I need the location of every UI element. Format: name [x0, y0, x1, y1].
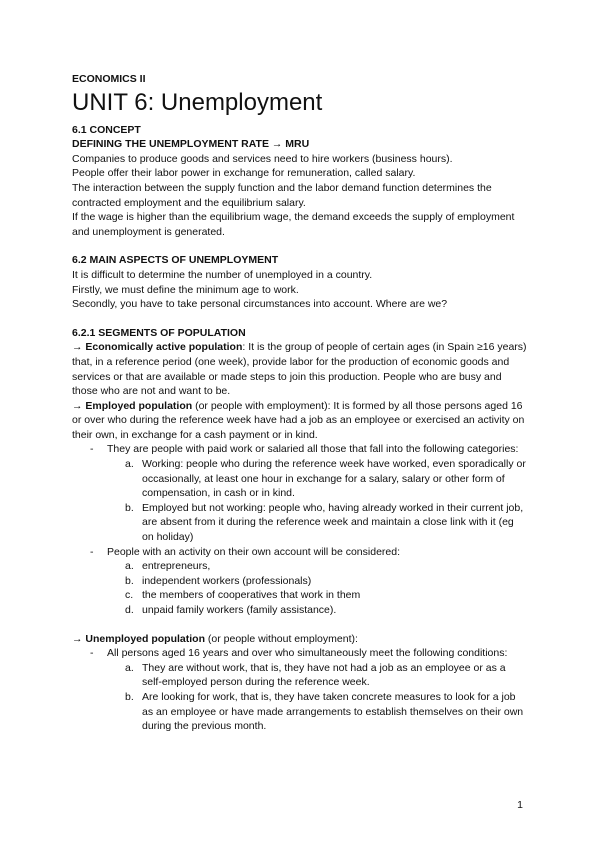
list-marker: d.	[125, 604, 134, 616]
unemployed-population-text: (or people without employment):	[205, 632, 358, 645]
list-marker: b.	[125, 690, 134, 703]
unemployed-population-paragraph	[72, 632, 528, 647]
spacer	[72, 312, 528, 326]
sub-list-item	[107, 457, 528, 501]
page-number: 1	[517, 799, 523, 811]
sub-list-item-text: unpaid family workers (family assistance).	[142, 604, 337, 616]
employed-population-paragraph	[72, 399, 528, 443]
paragraph: If the wage is higher than the equilibrium wage, the demand exceeds the supply of employment and unemployment is generated.	[72, 211, 515, 238]
section-6-1-subheading: DEFINING THE UNEMPLOYMENT RATE → MRU	[72, 138, 310, 151]
sub-list-item	[107, 501, 528, 545]
list-item-text: All persons aged 16 years and over who simultaneously meet the following conditions:	[107, 647, 508, 660]
list-marker: a.	[125, 661, 134, 674]
sub-list-item	[107, 588, 528, 603]
spacer	[72, 239, 528, 253]
course-label: ECONOMICS II	[72, 73, 146, 85]
list-item	[72, 646, 528, 734]
sub-list-item	[107, 559, 528, 574]
sub-list	[107, 661, 528, 734]
sub-list-item-text: Employed but not working: people who, having already worked in their current job, are absent from it during the reference week and maintain a close link with it (eg on holiday)	[142, 501, 524, 544]
document-page	[72, 72, 528, 734]
list-marker: c.	[125, 589, 134, 602]
active-population-text: : It is the group of people of certain ages (in Spain ≥16 years) that, in a reference period (one week), provide labor for the production of economic goods and services or that are available or made steps to join this production. People who are busy and those who are not and want to be.	[72, 341, 527, 398]
paragraph: Secondly, you have to take personal circumstances into account. Where are we?	[72, 298, 448, 311]
list-marker: b.	[125, 501, 134, 514]
unemployed-list	[72, 646, 528, 734]
active-population-term: → Economically active population	[72, 341, 243, 354]
paragraph: Firstly, we must define the minimum age to work.	[72, 283, 299, 296]
sub-list-item-text: They are without work, that is, they have not had a job as an employee or as a self-employed person during the reference week.	[142, 661, 506, 689]
paragraph: People offer their labor power in exchange for remuneration, called salary.	[72, 167, 416, 180]
section-6-1-heading: 6.1 CONCEPT	[72, 123, 141, 136]
sub-list-item	[107, 690, 528, 734]
list-marker: b.	[125, 574, 134, 587]
unemployed-population-term: → Unemployed population	[72, 632, 205, 645]
employed-list	[72, 442, 528, 617]
sub-list-item-text: entrepreneurs,	[142, 560, 211, 573]
paragraph: It is difficult to determine the number of unemployed in a country.	[72, 268, 373, 281]
list-marker: a.	[125, 458, 134, 471]
sub-list-item-text: Are looking for work, that is, they have taken concrete measures to look for a job as an employee or have made arrangements to establish themselves on their own during the previous month.	[142, 690, 524, 733]
list-marker: a.	[125, 560, 134, 573]
sub-list	[107, 559, 528, 617]
sub-list-item	[107, 574, 528, 589]
sub-list-item-text: the members of cooperatives that work in them	[142, 589, 361, 602]
sub-list-item-text: independent workers (professionals)	[142, 574, 312, 587]
sub-list-item	[107, 603, 528, 618]
page-title: UNIT 6: Unemployment	[72, 88, 323, 116]
active-population-paragraph	[72, 340, 528, 398]
section-6-2-heading: 6.2 MAIN ASPECTS OF UNEMPLOYMENT	[72, 254, 279, 267]
spacer	[72, 618, 528, 632]
sub-list-item-text: Working: people who during the reference week have worked, even sporadically or occasionally, at least one hour in exchange for a salary, salary or other form of compensation, in cash or in kind.	[142, 458, 526, 500]
paragraph: Companies to produce goods and services need to hire workers (business hours).	[72, 152, 453, 165]
sub-list	[107, 457, 528, 545]
list-item	[72, 442, 528, 544]
list-item-text: They are people with paid work or salaried all those that fall into the following categories:	[107, 443, 519, 456]
section-6-2-1-heading: 6.2.1 SEGMENTS OF POPULATION	[72, 326, 246, 339]
list-item-text: People with an activity on their own account will be considered:	[107, 545, 400, 558]
employed-population-term: → Employed population	[72, 399, 193, 412]
employed-population-text: (or people with employment): It is formed by all those persons aged 16 or over who during the reference week have had a job as an employee or exercised an activity on their own, in exchange for a cash payment or in kind.	[72, 399, 525, 441]
sub-list-item	[107, 661, 528, 690]
list-item	[72, 545, 528, 618]
paragraph: The interaction between the supply function and the labor demand function determines the contracted employment and the equilibrium salary.	[72, 181, 492, 209]
